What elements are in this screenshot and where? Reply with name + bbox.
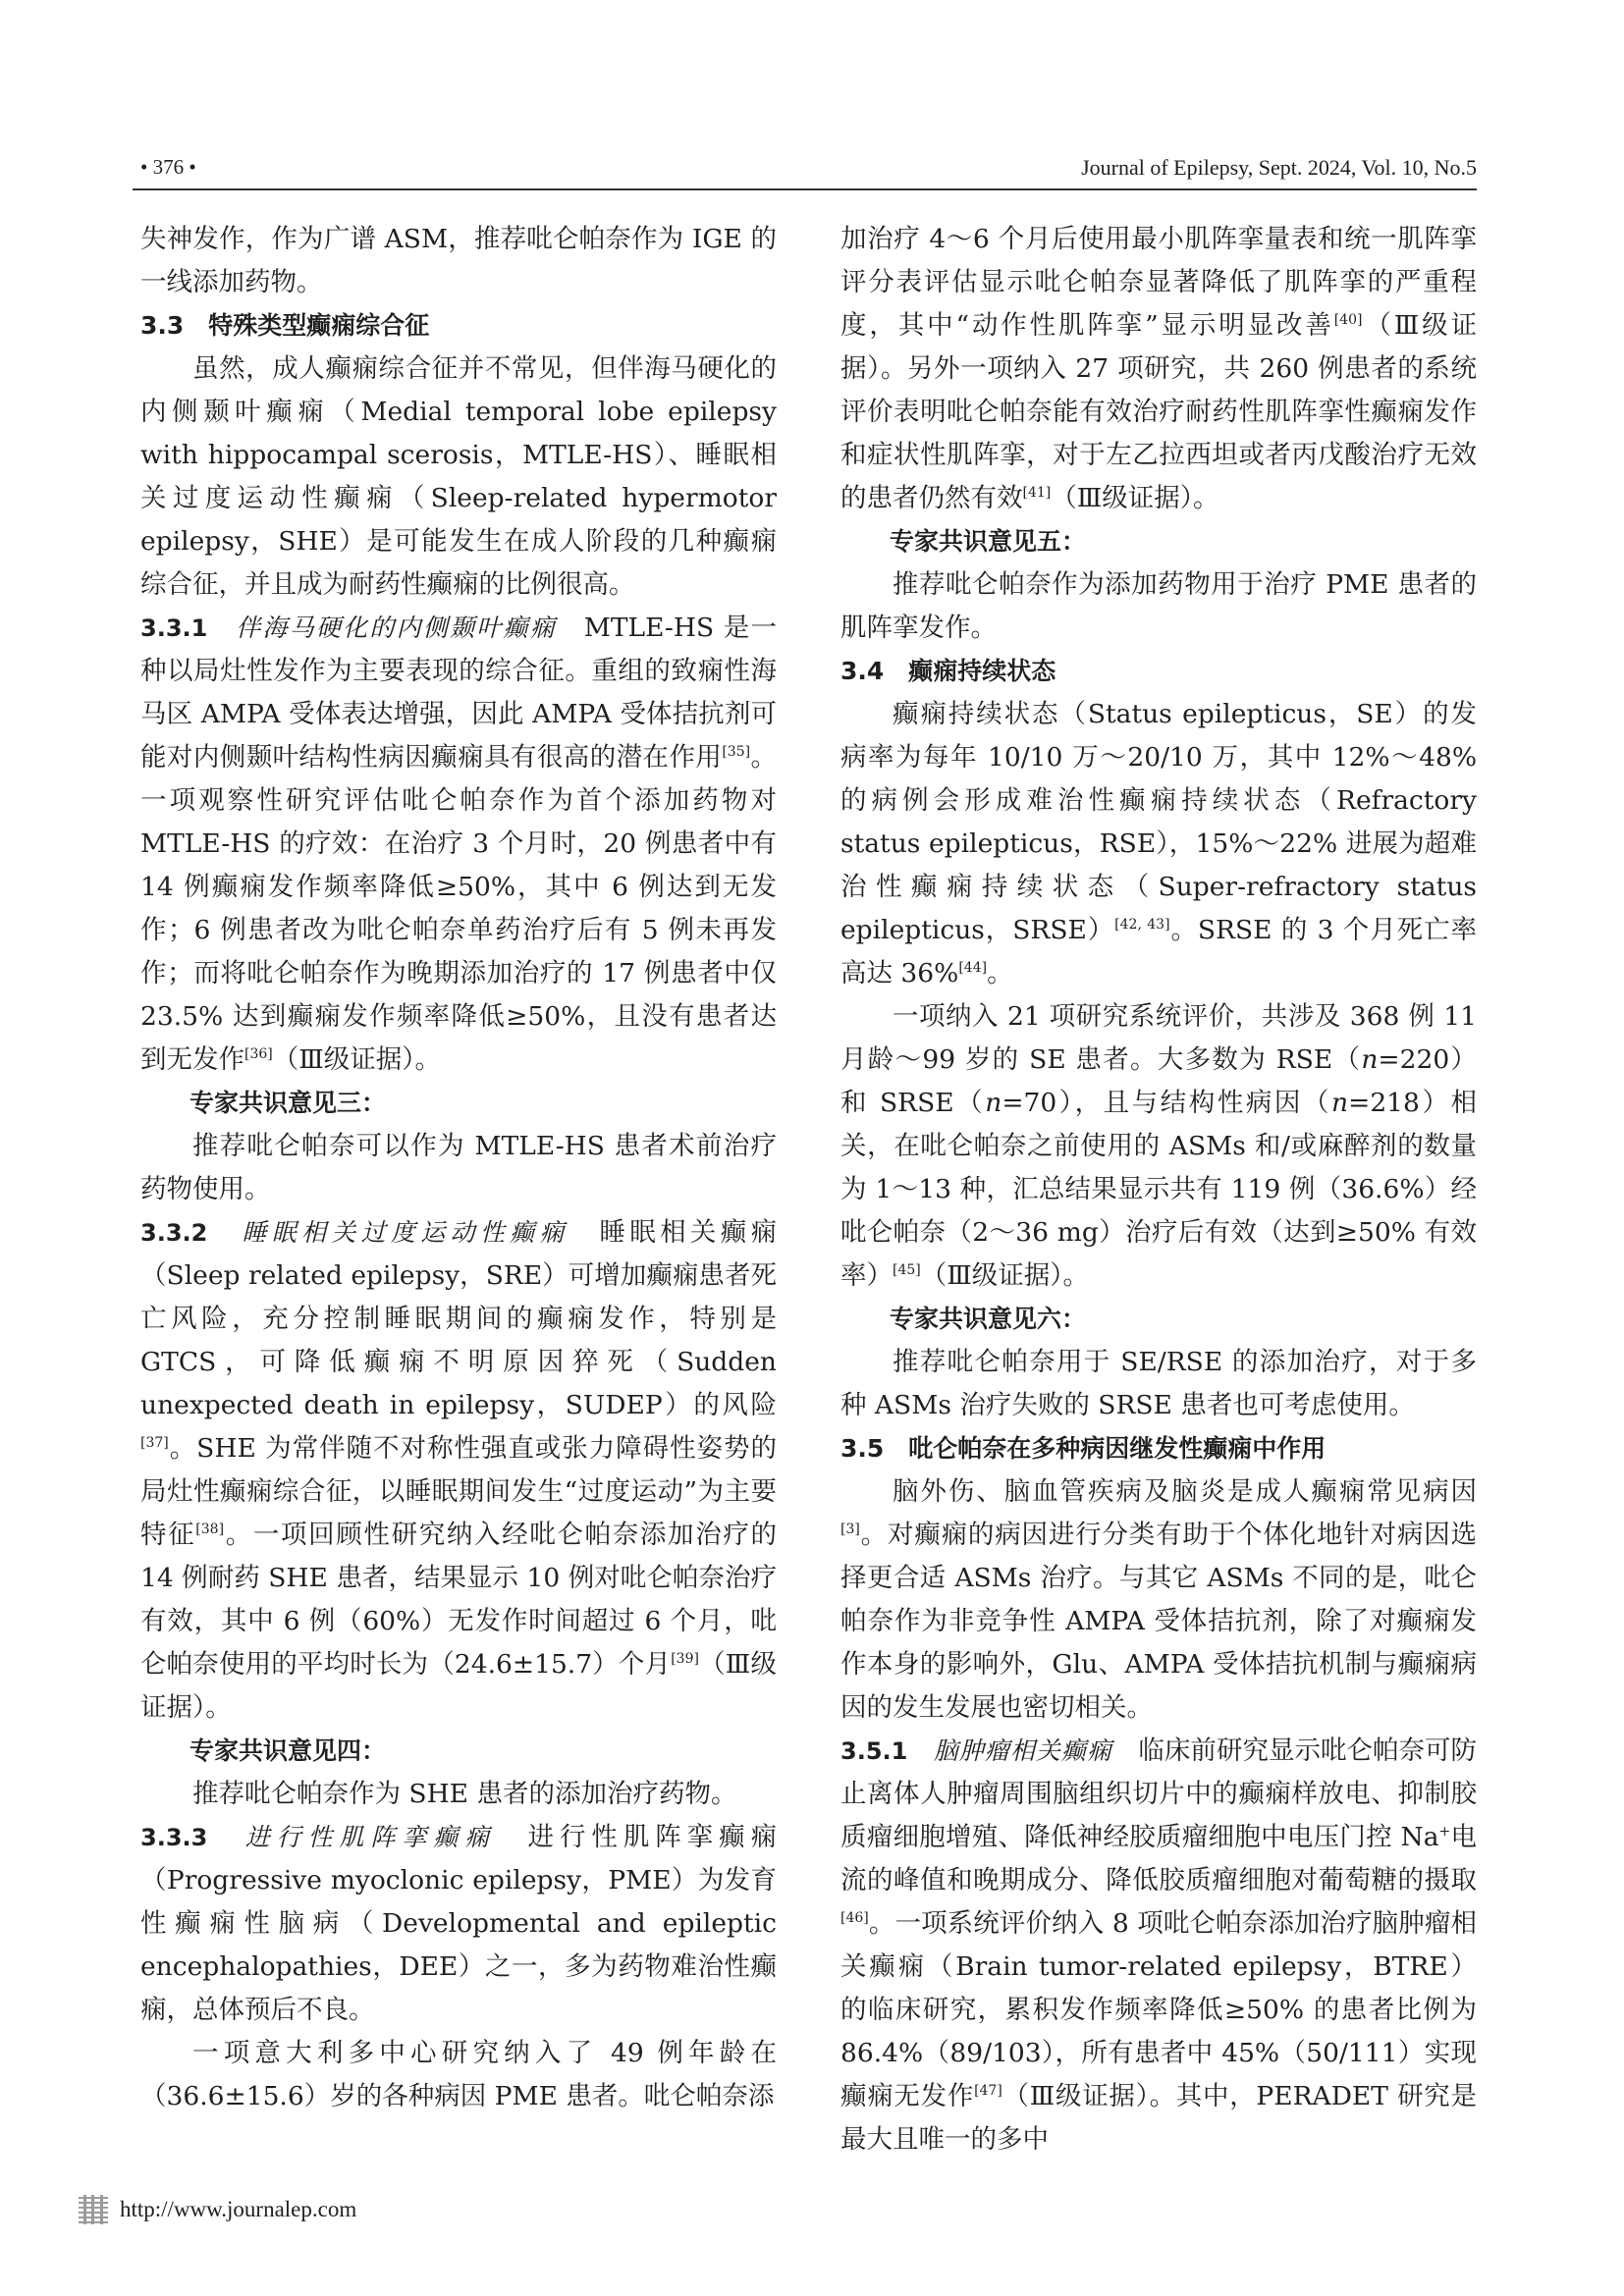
journal-logo-icon <box>77 2193 110 2226</box>
superscript: + <box>1438 1824 1451 1841</box>
expert-opinion-heading: 专家共识意见六： <box>890 1305 1087 1333</box>
citation: [38] <box>195 1522 225 1538</box>
paragraph-3-3-1: 3.3.1 伴海马硬化的内侧颞叶癫痫 MTLE-HS 是一种以局灶性发作为主要表现的综合征。重组的致痫性海马区 AMPA 受体表达增强，因此 AMPA 受体拮抗剂可能对内侧颞叶结构性病因癫痫具有很高的潜在作用[35]。一项观察性研究评估吡仑帕奈作为首个添加药物对 MTLE-HS 的疗效：在治疗 3 个月时，20 例患者中有 14 例癫痫发作频率降低≥50%，其中 6 例达到无发作；6 例患者改为吡仑帕奈单药治疗后有 5 例未再发作；而将吡仑帕奈作为晚期添加治疗的 17 例患者中仅 23.5% 达到癫痫发作频率降低≥50%，且没有患者达到无发作[36]（Ⅲ级证据）。 <box>140 613 778 1075</box>
section-heading-3-5: 3.5 吡仑帕奈在多种病因继发性癫痫中作用 <box>840 1434 1326 1463</box>
citation: [47] <box>974 2083 1002 2100</box>
citation: [40] <box>1333 312 1363 329</box>
citation: [42, 43] <box>1114 917 1170 934</box>
paragraph: 一项纳入 21 项研究系统评价，共涉及 368 例 11 月龄～99 岁的 SE 患者。大多数为 RSE（n=220）和 SRSE（n=70），且与结构性病因（n=218）相关，在吡仑帕奈之前使用的 ASMs 和/或麻醉剂的数量为 1～13 种，汇总结果显示共有 119 例（36.6%）经吡仑帕奈（2～36 mg）治疗后有效（达到≥50% 有效率）[45]（Ⅲ级证据）。 <box>840 1001 1477 1291</box>
subsection-number: 3.3.2 <box>140 1219 208 1247</box>
citation: [36] <box>244 1046 273 1063</box>
citation: [44] <box>958 960 988 977</box>
citation: [35] <box>722 744 751 761</box>
subsection-number: 3.3.1 <box>140 614 208 642</box>
page-footer <box>77 2193 356 2226</box>
expert-opinion-heading: 专家共识意见五： <box>890 527 1087 556</box>
citation: [37] <box>140 1435 169 1452</box>
paragraph: 癫痫持续状态（Status epilepticus，SE）的发病率为每年 10/10 万～20/10 万，其中 12%～48% 的病例会形成难治性癫痫持续状态（Refractory status epilepticus，RSE），15%～22% 进展为超难治性癫痫持续状态（Super-refractory status epilepticus，SRSE）[42, 43]。SRSE 的 3 个月死亡率高达 36%[44]。 <box>840 699 1477 988</box>
paragraph: 推荐吡仑帕奈作为添加药物用于治疗 PME 患者的肌阵挛发作。 <box>840 569 1477 643</box>
footer-url-link[interactable]: http://www.journalep.com <box>120 2197 357 2221</box>
paragraph: 推荐吡仑帕奈用于 SE/RSE 的添加治疗，对于多种 ASMs 治疗失败的 SRSE 患者也可考虑使用。 <box>840 1347 1477 1420</box>
paragraph: 脑外伤、脑血管疾病及脑炎是成人癫痫常见病因[3]。对癫痫的病因进行分类有助于个体化地针对病因选择更合适 ASMs 治疗。与其它 ASMs 不同的是，吡仑帕奈作为非竞争性 AMPA 受体拮抗剂，除了对癫痫发作本身的影响外，Glu、AMPA 受体拮抗机制与癫痫病因的发生发展也密切相关。 <box>840 1476 1477 1723</box>
paragraph: 加治疗 4～6 个月后使用最小肌阵挛量表和统一肌阵挛评分表评估显示吡仑帕奈显著降低了肌阵挛的严重程度，其中“动作性肌阵挛”显示明显改善[40]（Ⅲ级证据）。另外一项纳入 27 项研究，共 260 例患者的系统评价表明吡仑帕奈能有效治疗耐药性肌阵挛性癫痫发作和症状性肌阵挛，对于左乙拉西坦或者丙戊酸治疗无效的患者仍然有效[41]（Ⅲ级证据）。 <box>840 224 1477 513</box>
citation: [45] <box>893 1262 921 1279</box>
paragraph-3-5-1: 3.5.1 脑肿瘤相关癫痫 临床前研究显示吡仑帕奈可防止离体人肿瘤周围脑组织切片中的癫痫样放电、抑制胶质瘤细胞增殖、降低神经胶质瘤细胞中电压门控 Na+电流的峰值和晚期成分、降低胶质瘤细胞对葡萄糖的摄取[46]。一项系统评价纳入 8 项吡仑帕奈添加治疗脑肿瘤相关癫痫（Brain tumor-related epilepsy，BTRE）的临床研究，累积发作频率降低≥50% 的患者比例为 86.4%（89/103），所有患者中 45%（50/111）实现癫痫无发作[47]（Ⅲ级证据）。其中，PERADET 研究是最大且唯一的多中 <box>840 1735 1478 2155</box>
expert-opinion-heading: 专家共识意见四： <box>189 1736 387 1765</box>
citation: [39] <box>671 1651 699 1668</box>
subsection-title: 伴海马硬化的内侧颞叶癫痫 <box>236 614 557 642</box>
paragraph: 虽然，成人癫痫综合征并不常见，但伴海马硬化的内侧颞叶癫痫（Medial temporal lobe epilepsy with hippocampal scerosis，MTLE-HS）、睡眠相关过度运动性癫痫（Sleep-related hypermotor epilepsy，SHE）是可能发生在成人阶段的几种癫痫综合征，并且成为耐药性癫痫的比例很高。 <box>140 353 777 600</box>
paragraph-3-3-3: 3.3.3 进行性肌阵挛癫痫 进行性肌阵挛癫痫（Progressive myoclonic epilepsy，PME）为发育性癫痫性脑病（Developmental and epileptic encephalopathies，DEE）之一，多为药物难治性癫痫，总体预后不良。 <box>140 1822 778 2025</box>
right-column <box>840 218 1477 2162</box>
paragraph: 推荐吡仑帕奈作为 SHE 患者的添加治疗药物。 <box>192 1779 737 1809</box>
citation: [3] <box>840 1522 860 1538</box>
paragraph: 一项意大利多中心研究纳入了 49 例年龄在（36.6±15.6）岁的各种病因 PME 患者。吡仑帕奈添 <box>140 2038 777 2111</box>
citation: [46] <box>840 1910 869 1927</box>
page-number: • 376 • <box>140 155 196 179</box>
subsection-title: 进行性肌阵挛癫痫 <box>244 1823 497 1851</box>
paragraph: 推荐吡仑帕奈可以作为 MTLE-HS 患者术前治疗药物使用。 <box>140 1131 777 1204</box>
subsection-title: 脑肿瘤相关癫痫 <box>933 1736 1112 1765</box>
paragraph: 失神发作，作为广谱 ASM，推荐吡仑帕奈作为 IGE 的一线添加药物。 <box>140 224 777 297</box>
paragraph-3-3-2: 3.3.2 睡眠相关过度运动性癫痫 睡眠相关癫痫（Sleep related epilepsy，SRE）可增加癫痫患者死亡风险，充分控制睡眠期间的癫痫发作，特别是 GTCS，可降低癫痫不明原因猝死（Sudden unexpected death in epilepsy，SUDEP）的风险[37]。SHE 为常伴随不对称性强直或张力障碍性姿势的局灶性癫痫综合征，以睡眠期间发生“过度运动”为主要特征[38]。一项回顾性研究纳入经吡仑帕奈添加治疗的 14 例耐药 SHE 患者，结果显示 10 例对吡仑帕奈治疗有效，其中 6 例（60%）无发作时间超过 6 个月，吡仑帕奈使用的平均时长为（24.6±15.7）个月[39]（Ⅲ级证据）。 <box>140 1217 778 1723</box>
journal-citation: Journal of Epilepsy, Sept. 2024, Vol. 10, No.5 <box>1081 155 1477 180</box>
section-heading-3-4: 3.4 癫痫持续状态 <box>840 657 1056 685</box>
subsection-title: 睡眠相关过度运动性癫痫 <box>242 1218 569 1247</box>
subsection-number: 3.5.1 <box>840 1737 908 1765</box>
left-column <box>140 218 777 2118</box>
page-header <box>133 155 1477 190</box>
subsection-number: 3.3.3 <box>140 1824 208 1851</box>
expert-opinion-heading: 专家共识意见三： <box>189 1089 387 1117</box>
section-heading-3-3: 3.3 特殊类型癫痫综合征 <box>140 311 430 340</box>
citation: [41] <box>1022 485 1052 502</box>
